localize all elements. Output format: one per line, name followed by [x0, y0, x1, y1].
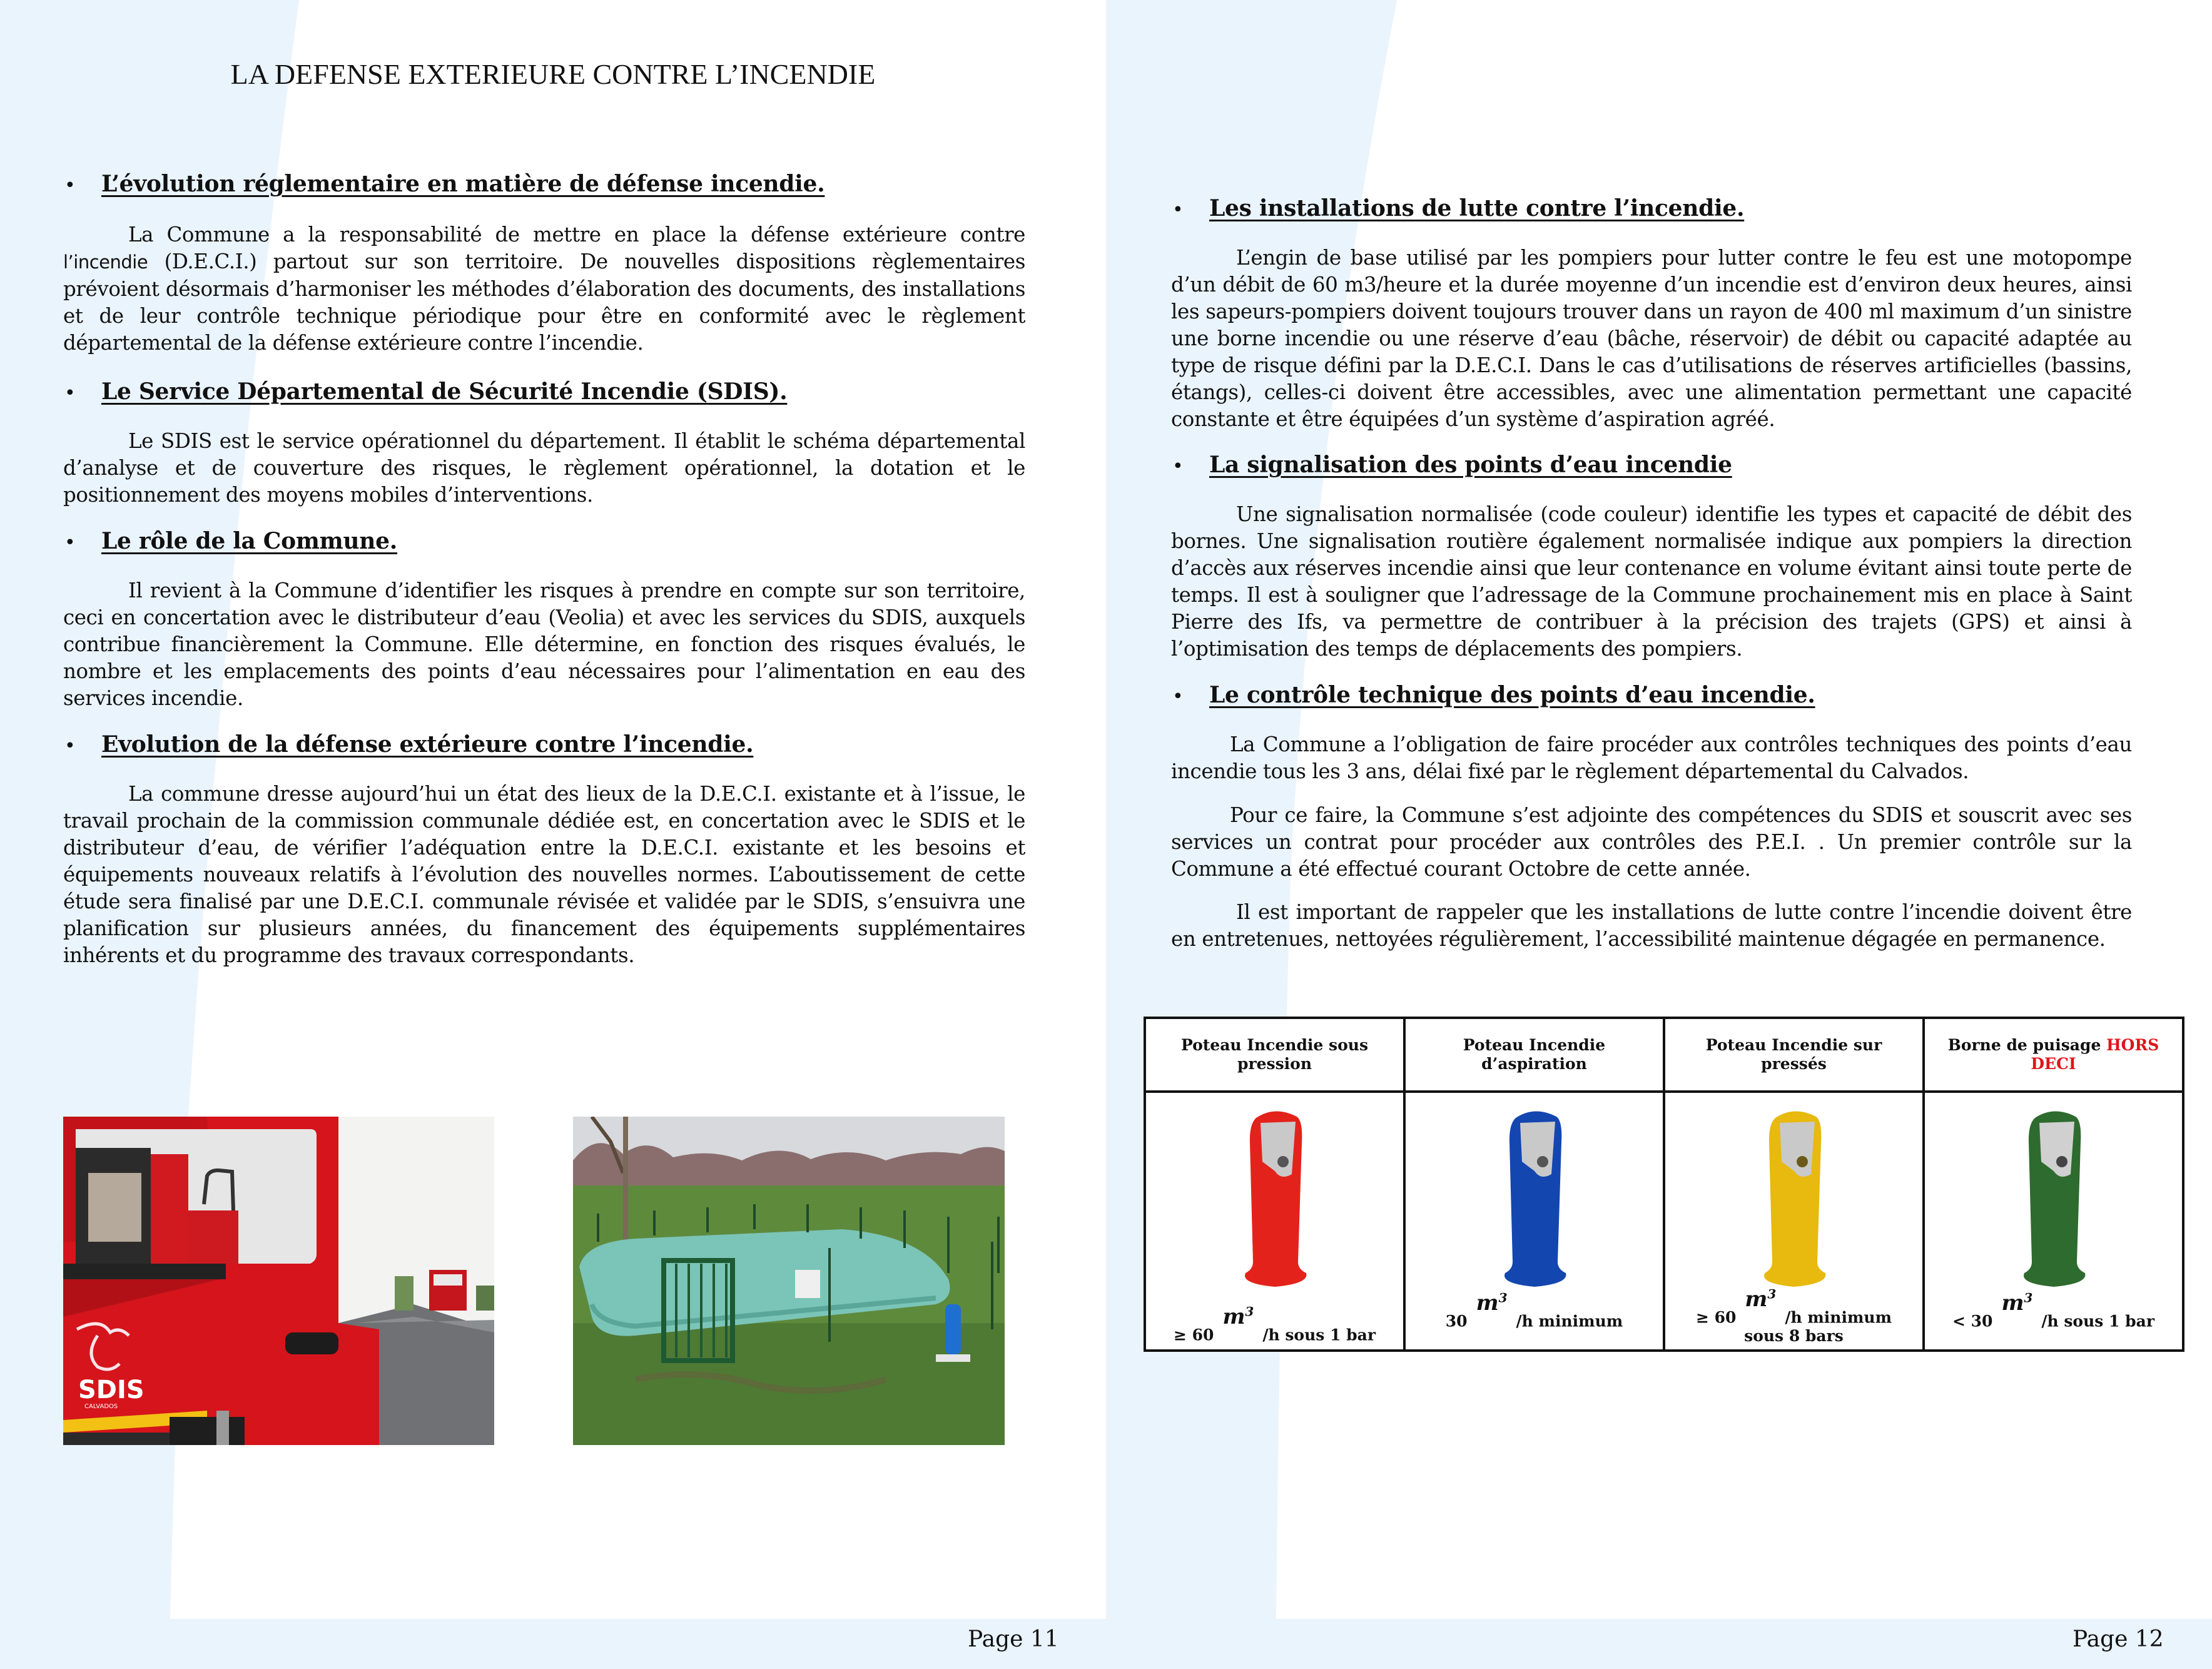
- bullet-icon: •: [1172, 455, 1184, 477]
- bullet-icon: •: [64, 175, 76, 196]
- page-12: [1106, 0, 2212, 1669]
- flow-rate: ≥ $60m^3/h$ minimum sous 8 bars: [1695, 1286, 1892, 1345]
- page-title: LA DEFENSE EXTERIEURE CONTRE L’INCENDIE: [230, 58, 876, 90]
- red-hydrant-icon: [1222, 1105, 1328, 1293]
- table-cell: [1145, 1092, 1404, 1351]
- paragraph: Il revient à la Commune d’identifier les risques à prendre en compte sur son territoire, ceci en concertation avec le distributeur d’eau (Veolia) et avec les services du SDIS, auxquels contribue financièrement la Commune. Elle détermine, en fonction des risques évalués, le nombre et les emplacements des points d’eau nécessaires pour l’alimentation en eau des services incendie.: [63, 579, 1025, 710]
- yellow-hydrant-icon: [1741, 1105, 1847, 1293]
- table-cell: [1404, 1092, 1664, 1351]
- paragraph: La commune dresse aujourd’hui un état des lieux de la D.E.C.I. existante et à l’issue, le travail prochain de la commission communale dédiée est, en concertation avec le SDIS et le distributeur d’eau, de vérifier l’adéquation entre la D.E.C.I. existante et les besoins et équipements nouveaux relatifs à l’évolution des nouvelles normes. L’aboutissement de cette étude sera finalisé par une D.E.C.I. communale révisée et validée par le SDIS, s’ensuivra une planification sur plusieurs années, du financement des équipements supplémentaires inhérents et du programme des travaux correspondants.: [63, 782, 1025, 967]
- fire-truck-photo: [63, 1117, 494, 1445]
- water-reserve-photo: [573, 1117, 1005, 1445]
- paragraph: La Commune a la responsabilité de mettre en place la défense extérieure contre l’incendie (D.E.C.I.) partout sur son territoire. De nouvelles dispositions règlementaires prévoient désormais d’harmoniser les méthodes d’élaboration des documents, des installations et de leur contrôle technique périodique pour être en conformité avec le règlement départemental de la défense extérieure contre l’incendie.: [63, 223, 1025, 355]
- bullet-icon: •: [1172, 686, 1184, 708]
- section-heading: • La signalisation des points d’eau incendie: [1171, 451, 2132, 480]
- paragraph: Une signalisation normalisée (code couleur) identifie les types et capacité de débit des bornes. Une signalisation routière également normalisée indique aux pompiers la direction d’accès aux réserves incendie ainsi que leur contenance en volume évitant ainsi toute perte de temps. Il est à souligner que l’adressage de la Commune prochainement mis en place à Saint Pierre des Ifs, va permettre de contribuer à la précision des trajets (GPS) et ainsi à l’optimisation des temps de déplacements des pompiers.: [1171, 502, 2132, 661]
- blue-hydrant-icon: [1481, 1105, 1588, 1293]
- table-row: [1145, 1092, 2183, 1351]
- paragraph: Pour ce faire, la Commune s’est adjointe des compétences du SDIS et souscrit avec ses services un contrat pour procéder aux contrôles des P.E.I. . Un premier contrôle sur la Commune a été effectué courant Octobre de cette année.: [1171, 803, 2132, 881]
- flow-rate: < $30m^3/h$ sous 1 bar: [1952, 1290, 2155, 1330]
- section-heading: • Evolution de la défense extérieure contre l’incendie.: [63, 731, 1025, 760]
- bullet-icon: •: [64, 532, 76, 554]
- paragraph: La Commune a l’obligation de faire procéder aux contrôles techniques des points d’eau incendie tous les 3 ans, délai fixé par le règlement départemental du Calvados.: [1171, 733, 2132, 783]
- bullet-icon: •: [64, 382, 76, 404]
- section-heading: • Les installations de lutte contre l’incendie.: [1171, 195, 2132, 224]
- flow-rate: ≥ $60m^3/h$ sous 1 bar: [1173, 1304, 1376, 1344]
- svg-text:SDIS: SDIS: [78, 1376, 145, 1404]
- paragraph: Le SDIS est le service opérationnel du département. Il établit le schéma départemental d’analyse et de couverture des risques, le règlement opérationnel, la dotation et le positionnement des moyens mobiles d’interventions.: [63, 429, 1025, 507]
- section-heading: • L’évolution réglementaire en matière de défense incendie.: [63, 170, 1025, 200]
- green-hydrant-icon: [2001, 1105, 2107, 1293]
- table-header-cell: Poteau Incendie sous pression: [1145, 1018, 1404, 1092]
- table-header-cell: Poteau Incendie sur pressés: [1664, 1018, 1924, 1092]
- bullet-icon: •: [64, 735, 76, 757]
- table-header-cell: Poteau Incendie d’aspiration: [1404, 1018, 1664, 1092]
- table-header-cell: Borne de puisage HORS DECI: [1924, 1018, 2183, 1092]
- section-heading: • Le contrôle technique des points d’eau incendie.: [1171, 681, 2132, 711]
- bullet-icon: •: [1172, 199, 1184, 221]
- page-number: Page 12: [2072, 1626, 2164, 1652]
- section-heading: • Le Service Départemental de Sécurité Incendie (SDIS).: [63, 378, 1025, 407]
- svg-text:CALVADOS: CALVADOS: [84, 1403, 118, 1410]
- paragraph: L’engin de base utilisé par les pompiers pour lutter contre le feu est une motopompe d’un débit de 60 m3/heure et la durée moyenne d’un incendie est d’environ deux heures, ainsi les sapeurs-pompiers doivent toujours trouver dans un rayon de 400 ml maximum d’un sinistre une borne incendie ou une réserve d’eau (bâche, réservoir) de débit ou capacité adaptée au type de risque défini par la D.E.C.I. Dans le cas d’utilisations de réserves artificielles (bassins, étangs), celles-ci doivent être accessibles, avec une alimentation permettant une capacité constante et être équipées d’un système d’aspiration agréé.: [1171, 246, 2132, 431]
- hydrant-types-table: [1144, 1017, 2184, 1352]
- flow-rate: $30m^3/h$ minimum: [1445, 1290, 1623, 1330]
- table-header-row: [1145, 1018, 2183, 1092]
- table-cell: [1924, 1092, 2183, 1351]
- section-heading: • Le rôle de la Commune.: [63, 527, 1025, 557]
- hors-deci-label: HORS DECI: [2031, 1036, 2159, 1073]
- table-cell: [1664, 1092, 1924, 1351]
- paragraph: Il est important de rappeler que les installations de lutte contre l’incendie doivent être en entretenues, nettoyées régulièrement, l’accessibilité maintenue dégagée en permanence.: [1171, 900, 2132, 951]
- page-number: Page 11: [968, 1626, 1059, 1652]
